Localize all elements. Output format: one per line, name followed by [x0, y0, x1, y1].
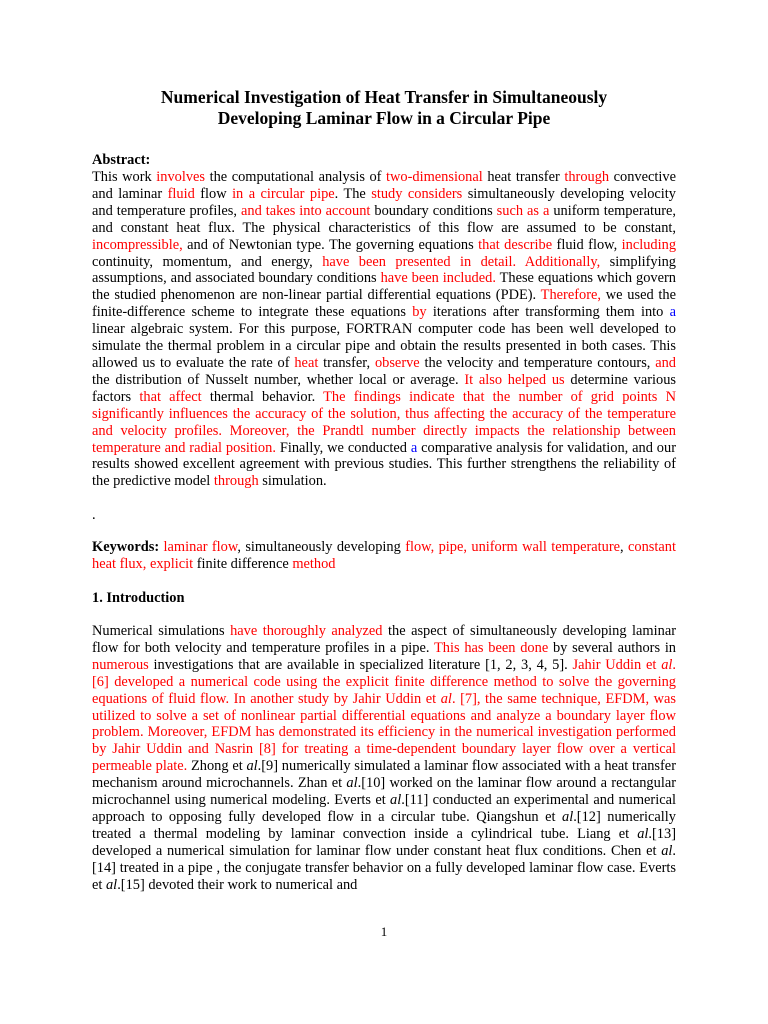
text-run: the computational analysis of [205, 169, 387, 185]
text-run: simplifying assumptions, and associated boundary conditions [92, 253, 676, 287]
text-run: the distribution of Nusselt number, whether local or average. [92, 371, 465, 388]
text-run: observe [374, 354, 420, 371]
text-run: uniform temperature, and constant heat flux. The physical characteristics of this flow are assumed to be constant, [92, 202, 677, 236]
keywords-paragraph [92, 539, 676, 573]
text-run: .[9] numerically simulated a laminar flow associated with a heat transfer mechanism around microchannels. Zhan et [92, 758, 676, 792]
text-run: and of Newtonian type. The governing equations [182, 236, 479, 253]
text-run: thermal behavior. [201, 388, 324, 405]
text-run: .[15] devoted their work to numerical and [117, 876, 358, 893]
text-run: These equations which govern the studied phenomenon are non-linear partial differential equations (PDE). [92, 270, 676, 304]
text-run: including [621, 236, 677, 253]
text-run: by [412, 304, 427, 321]
page-number: 1 [380, 924, 388, 939]
text-run: .[12] numerically treated a thermal modeling by laminar convection inside a cylindrical tube. Liang et [92, 808, 677, 842]
text-run: Jahir Uddin et [572, 656, 662, 673]
text-run: fluid flow, [552, 236, 622, 253]
text-run: have been included. [380, 270, 496, 287]
text-run: that describe [478, 236, 553, 253]
text-run: a [410, 439, 418, 456]
text-run: Finally, we conducted [275, 439, 411, 456]
introduction-body [92, 623, 676, 894]
text-run: al [562, 808, 574, 825]
text-run: transfer, [318, 354, 375, 371]
text-run: have thoroughly analyzed [230, 623, 383, 639]
text-run: through [213, 473, 259, 490]
text-run: simultaneously developing velocity and temperature profiles, [92, 185, 676, 219]
text-run: constant heat flux, explicit [92, 539, 676, 572]
text-run: investigations that are available in specialized literature [1, 2, 3, 4, 5]. [148, 656, 573, 673]
text-run: determine various factors [92, 371, 677, 405]
text-run: two-dimensional [386, 169, 483, 185]
text-run: method [292, 555, 336, 572]
text-run: It also helped us [464, 371, 565, 388]
text-run: we used the finite-difference scheme to integrate these equations [92, 287, 676, 321]
text-run: that affect [139, 388, 202, 405]
text-run: in a circular pipe [232, 185, 335, 202]
text-run: heat [294, 354, 319, 371]
text-run: and [655, 354, 676, 371]
text-run: . [6] developed a numerical code using the explicit finite difference method to solve the governing equations of fluid flow. In another study by Jahir Uddin et [92, 656, 676, 707]
text-run: The findings indicate that the number of grid points N significantly influences the accuracy of the solution, thus affecting the accuracy of the temperature and velocity profiles. Moreover, the Prandtl number directly impacts the relationship between temperature and radial position. [92, 388, 676, 456]
text-run: al [440, 690, 452, 707]
text-run: , [620, 539, 629, 555]
text-run: This work [92, 169, 157, 185]
text-run: Zhong et [187, 758, 247, 775]
title-line-1: Numerical Investigation of Heat Transfer in Simultaneously [160, 87, 608, 107]
text-run: laminar flow [163, 539, 238, 555]
text-run: and takes into account [240, 202, 371, 219]
keywords-label: Keywords: [92, 539, 160, 555]
text-run: This has been done [433, 639, 549, 656]
text-run: al [661, 656, 673, 673]
text-run: flow [194, 185, 233, 202]
text-run: study considers [371, 185, 463, 202]
introduction-heading: 1. Introduction [92, 590, 185, 606]
abstract-heading: Abstract: [92, 152, 151, 168]
text-run: a [669, 304, 676, 321]
text-run: numerous [92, 656, 149, 673]
text-run: .[13] developed a numerical simulation for laminar flow under constant heat flux conditions. Chen et [92, 825, 676, 859]
text-run: Numerical simulations [92, 623, 231, 639]
text-run: finite difference [193, 555, 293, 572]
text-run: heat transfer [482, 169, 565, 185]
text-run: , simultaneously developing [237, 539, 406, 555]
text-run: .[14] treated in a pipe , the conjugate transfer behavior on a fully developed laminar flow case. Everts et [92, 842, 676, 893]
text-run: comparative analysis for validation, and our results showed excellent agreement with previous studies. This further strengthens the reliability of the predictive model [92, 439, 676, 490]
text-run: iterations after transforming them into [426, 304, 670, 321]
text-run: al [105, 876, 118, 893]
text-run: .[10] worked on the laminar flow around a rectangular microchannel using numerical modeling. Everts et [92, 775, 676, 809]
abstract-trailing-dot: . [92, 507, 96, 523]
text-run: al [661, 842, 673, 859]
text-run: . The [334, 185, 372, 202]
text-run: al [246, 758, 258, 775]
text-run: .[11] conducted an experimental and numerical approach to opposing fully developed flow in a circular tube. Qiangshun et [92, 792, 676, 825]
text-run: such as a [496, 202, 550, 219]
text-run: fluid [167, 185, 195, 202]
text-run: al [346, 775, 358, 792]
text-run: flow, pipe, uniform wall temperature [405, 539, 621, 555]
abstract-body [92, 169, 676, 490]
text-run: the aspect of simultaneously developing laminar flow for both velocity and temperature profiles in a pipe. [92, 623, 676, 656]
text-run: al [390, 792, 402, 809]
text-run: continuity, momentum, and energy, [92, 253, 323, 270]
text-run: involves [156, 169, 206, 185]
keywords-list [92, 539, 676, 572]
text-run: have been presented in detail. Additionally, [322, 253, 601, 270]
text-run: linear algebraic system. For this purpose, FORTRAN computer code has been well developed to simulate the thermal problem in a circular pipe and obtain the results presented in both cases. This allowed us to evaluate the rate of [92, 321, 676, 371]
text-run: al [637, 825, 649, 842]
text-run: incompressible, [92, 236, 183, 253]
text-run: boundary conditions [370, 202, 497, 219]
text-run: simulation. [258, 473, 327, 490]
text-run: convective and laminar [92, 169, 676, 202]
text-run: . [7], the same technique, EFDM, was utilized to solve a set of nonlinear partial differential equations and analyze a boundary layer flow problem. Moreover, EFDM has demonstrated its efficiency in the numerical investigation performed by Jahir Uddin and Nasrin [8] for treating a time-dependent boundary layer flow over a vertical permeable plate. [92, 690, 677, 775]
text-run: Therefore, [540, 287, 601, 304]
text-run: through [564, 169, 610, 185]
title-line-2: Developing Laminar Flow in a Circular Pipe [217, 108, 551, 128]
text-run: the velocity and temperature contours, [419, 354, 656, 371]
text-run: by several authors in [548, 639, 677, 656]
paper-title [92, 87, 676, 129]
